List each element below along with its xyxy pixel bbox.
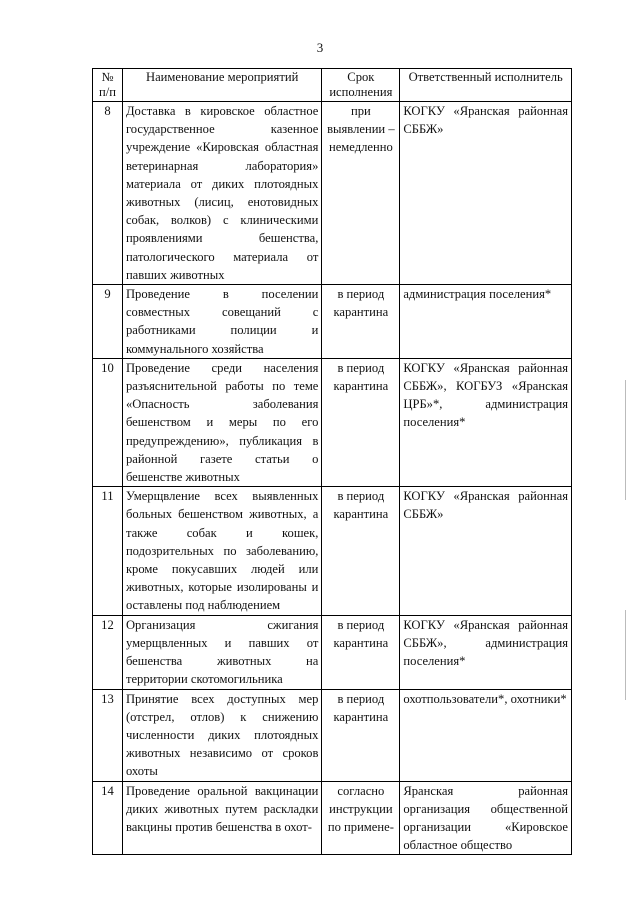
header-measure-name: Наименование мероприятий — [122, 69, 321, 102]
row-term: в период карантина — [322, 615, 400, 689]
row-measure-name: Проведение оральной вакцинации диких животных путем раскладки вакцины против бешенства в охот- — [122, 781, 321, 855]
row-responsible: охотпользователи*, охотники* — [400, 689, 572, 781]
table-row — [93, 285, 572, 359]
row-measure-name: Организация сжигания умерщвленных и павших от бешенства животных на территории скотомогильника — [122, 615, 321, 689]
table-header-row — [93, 69, 572, 102]
row-term: в период карантина — [322, 285, 400, 359]
row-term: в период карантина — [322, 487, 400, 615]
row-measure-name: Проведение среди населения разъяснительной работы по теме «Опасность заболевания бешенством и меры по его предупреждению», публикация в районной газете статьи о бешенстве животных — [122, 358, 321, 486]
row-responsible: КОГКУ «Яранская районная СББЖ» — [400, 102, 572, 285]
row-measure-name: Доставка в кировское областное государственное казенное учреждение «Кировская областная ветеринарная лаборатория» материала от диких плотоядных животных (лисиц, енотовидных собак, волков) с клиническими проявлениями бешенства, патологического материала от павших животных — [122, 102, 321, 285]
row-responsible: КОГКУ «Яранская районная СББЖ», КОГБУЗ «Яранская ЦРБ»*, администрация поселения* — [400, 358, 572, 486]
table-row — [93, 781, 572, 855]
header-term: Срок исполнения — [322, 69, 400, 102]
table-row — [93, 615, 572, 689]
row-number: 11 — [93, 487, 123, 615]
table-row — [93, 358, 572, 486]
table-row — [93, 487, 572, 615]
row-responsible: администрация поселения* — [400, 285, 572, 359]
table-row — [93, 689, 572, 781]
row-term: согласно инструкции по примене- — [322, 781, 400, 855]
row-term: в период карантина — [322, 358, 400, 486]
table-row — [93, 102, 572, 285]
row-measure-name: Проведение в поселении совместных совещаний с работниками полиции и коммунального хозяйства — [122, 285, 321, 359]
header-responsible: Ответственный исполнитель — [400, 69, 572, 102]
header-number: № п/п — [93, 69, 123, 102]
scan-edge-mark — [625, 610, 626, 700]
row-responsible: КОГКУ «Яранская районная СББЖ», администрация поселения* — [400, 615, 572, 689]
page-number: 3 — [316, 40, 324, 55]
row-responsible: Яранская районная организация общественной организации «Кировское областное общество — [400, 781, 572, 855]
row-number: 12 — [93, 615, 123, 689]
row-term: при выявлении – немедленно — [322, 102, 400, 285]
row-number: 13 — [93, 689, 123, 781]
row-measure-name: Умерщвление всех выявленных больных бешенством животных, а также собак и кошек, подозрительных по заболеванию, кроме покусавших людей или животных, которые изолированы и оставлены под наблюдением — [122, 487, 321, 615]
scan-edge-mark — [625, 380, 626, 500]
row-number: 8 — [93, 102, 123, 285]
row-number: 9 — [93, 285, 123, 359]
row-number: 10 — [93, 358, 123, 486]
measures-table — [92, 68, 572, 855]
row-responsible: КОГКУ «Яранская районная СББЖ» — [400, 487, 572, 615]
row-term: в период карантина — [322, 689, 400, 781]
row-measure-name: Принятие всех доступных мер (отстрел, отлов) к снижению численности диких плотоядных животных независимо от сроков охоты — [122, 689, 321, 781]
row-number: 14 — [93, 781, 123, 855]
